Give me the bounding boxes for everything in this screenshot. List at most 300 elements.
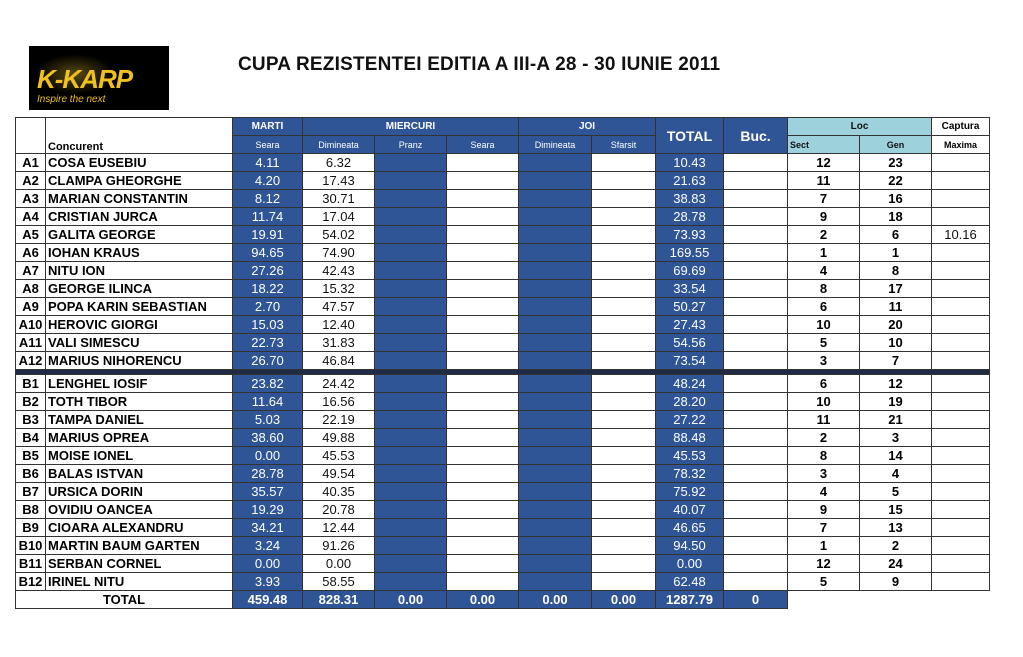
cell-id: A4 bbox=[16, 208, 46, 226]
cell-name: SERBAN CORNEL bbox=[46, 555, 233, 573]
cell-loc-sect: 5 bbox=[788, 573, 860, 591]
cell-marti-seara: 11.74 bbox=[233, 208, 303, 226]
cell-mier-dimineata: 74.90 bbox=[303, 244, 375, 262]
cell-name: MARIUS NIHORENCU bbox=[46, 352, 233, 370]
cell-joi-dimineata bbox=[519, 519, 592, 537]
cell-captura-maxima bbox=[932, 298, 990, 316]
cell-mier-dimineata: 40.35 bbox=[303, 483, 375, 501]
header-mier-pranz: Pranz bbox=[375, 136, 447, 154]
cell-name: GEORGE ILINCA bbox=[46, 280, 233, 298]
cell-name: TAMPA DANIEL bbox=[46, 411, 233, 429]
cell-mier-pranz bbox=[375, 537, 447, 555]
cell-name: URSICA DORIN bbox=[46, 483, 233, 501]
cell-mier-dimineata: 47.57 bbox=[303, 298, 375, 316]
cell-buc bbox=[724, 154, 788, 172]
cell-joi-sfarsit bbox=[592, 573, 656, 591]
cell-joi-dimineata bbox=[519, 411, 592, 429]
cell-captura-maxima bbox=[932, 537, 990, 555]
cell-total: 73.54 bbox=[656, 352, 724, 370]
cell-loc-sect: 10 bbox=[788, 393, 860, 411]
cell-marti-seara: 3.93 bbox=[233, 573, 303, 591]
cell-loc-gen: 16 bbox=[860, 190, 932, 208]
cell-marti-seara: 2.70 bbox=[233, 298, 303, 316]
kkarp-logo bbox=[29, 46, 169, 110]
cell-mier-dimineata: 15.32 bbox=[303, 280, 375, 298]
cell-loc-sect: 5 bbox=[788, 334, 860, 352]
cell-mier-seara bbox=[447, 172, 519, 190]
cell-mier-dimineata: 22.19 bbox=[303, 411, 375, 429]
cell-total: 50.27 bbox=[656, 298, 724, 316]
cell-buc bbox=[724, 352, 788, 370]
header-total: TOTAL bbox=[656, 118, 724, 154]
cell-mier-seara bbox=[447, 501, 519, 519]
cell-mier-dimineata: 17.43 bbox=[303, 172, 375, 190]
cell-loc-gen: 24 bbox=[860, 555, 932, 573]
cell-joi-sfarsit bbox=[592, 519, 656, 537]
header-captura: Captura bbox=[932, 118, 990, 136]
cell-loc-gen: 12 bbox=[860, 375, 932, 393]
header-joi: JOI bbox=[519, 118, 656, 136]
cell-joi-sfarsit bbox=[592, 429, 656, 447]
cell-joi-dimineata bbox=[519, 555, 592, 573]
cell-mier-dimineata: 12.44 bbox=[303, 519, 375, 537]
cell-buc bbox=[724, 334, 788, 352]
cell-mier-seara bbox=[447, 483, 519, 501]
cell-loc-sect: 3 bbox=[788, 465, 860, 483]
header-miercuri: MIERCURI bbox=[303, 118, 519, 136]
cell-mier-dimineata: 91.26 bbox=[303, 537, 375, 555]
cell-total: 0.00 bbox=[656, 555, 724, 573]
cell-joi-dimineata bbox=[519, 375, 592, 393]
cell-joi-sfarsit bbox=[592, 393, 656, 411]
cell-marti-seara: 8.12 bbox=[233, 190, 303, 208]
cell-mier-seara bbox=[447, 334, 519, 352]
cell-mier-seara bbox=[447, 298, 519, 316]
header-marti-seara: Seara bbox=[233, 136, 303, 154]
cell-loc-gen: 21 bbox=[860, 411, 932, 429]
cell-mier-pranz bbox=[375, 172, 447, 190]
cell-buc bbox=[724, 519, 788, 537]
header-mier-dimineata: Dimineata bbox=[303, 136, 375, 154]
cell-joi-sfarsit bbox=[592, 262, 656, 280]
cell-name: CIOARA ALEXANDRU bbox=[46, 519, 233, 537]
cell-total: 169.55 bbox=[656, 244, 724, 262]
cell-marti-seara: 5.03 bbox=[233, 411, 303, 429]
cell-marti-seara: 4.20 bbox=[233, 172, 303, 190]
cell-id: B2 bbox=[16, 393, 46, 411]
table-row bbox=[16, 244, 990, 262]
cell-buc bbox=[724, 190, 788, 208]
cell-buc bbox=[724, 375, 788, 393]
cell-name: MARIAN CONSTANTIN bbox=[46, 190, 233, 208]
table-row bbox=[16, 154, 990, 172]
cell-mier-seara bbox=[447, 352, 519, 370]
cell-mier-dimineata: 54.02 bbox=[303, 226, 375, 244]
cell-mier-seara bbox=[447, 465, 519, 483]
cell-id: A9 bbox=[16, 298, 46, 316]
cell-joi-dimineata bbox=[519, 262, 592, 280]
cell-total: 88.48 bbox=[656, 429, 724, 447]
cell-total: 28.78 bbox=[656, 208, 724, 226]
cell-mier-pranz bbox=[375, 352, 447, 370]
cell-id: B4 bbox=[16, 429, 46, 447]
cell-total: 48.24 bbox=[656, 375, 724, 393]
cell-mier-pranz bbox=[375, 483, 447, 501]
cell-loc-gen: 7 bbox=[860, 352, 932, 370]
cell-loc-sect: 7 bbox=[788, 519, 860, 537]
cell-mier-pranz bbox=[375, 154, 447, 172]
cell-mier-seara bbox=[447, 280, 519, 298]
cell-total: 62.48 bbox=[656, 573, 724, 591]
cell-name: HEROVIC GIORGI bbox=[46, 316, 233, 334]
cell-loc-sect: 8 bbox=[788, 280, 860, 298]
cell-mier-dimineata: 42.43 bbox=[303, 262, 375, 280]
cell-id: B9 bbox=[16, 519, 46, 537]
cell-name: CLAMPA GHEORGHE bbox=[46, 172, 233, 190]
cell-joi-sfarsit bbox=[592, 316, 656, 334]
cell-loc-sect: 1 bbox=[788, 244, 860, 262]
cell-captura-maxima bbox=[932, 316, 990, 334]
cell-total: 69.69 bbox=[656, 262, 724, 280]
cell-mier-seara bbox=[447, 519, 519, 537]
cell-total: 73.93 bbox=[656, 226, 724, 244]
cell-id: B3 bbox=[16, 411, 46, 429]
cell-buc bbox=[724, 501, 788, 519]
cell-joi-sfarsit bbox=[592, 447, 656, 465]
cell-id: A3 bbox=[16, 190, 46, 208]
cell-name: MARTIN BAUM GARTEN bbox=[46, 537, 233, 555]
cell-marti-seara: 22.73 bbox=[233, 334, 303, 352]
cell-mier-dimineata: 16.56 bbox=[303, 393, 375, 411]
cell-mier-dimineata: 24.42 bbox=[303, 375, 375, 393]
cell-joi-dimineata bbox=[519, 334, 592, 352]
cell-marti-seara: 19.29 bbox=[233, 501, 303, 519]
cell-mier-pranz bbox=[375, 429, 447, 447]
cell-loc-sect: 2 bbox=[788, 226, 860, 244]
cell-name: NITU ION bbox=[46, 262, 233, 280]
table-row bbox=[16, 190, 990, 208]
cell-mier-pranz bbox=[375, 208, 447, 226]
cell-loc-sect: 6 bbox=[788, 375, 860, 393]
cell-joi-dimineata bbox=[519, 172, 592, 190]
table-row bbox=[16, 573, 990, 591]
cell-joi-dimineata bbox=[519, 208, 592, 226]
header-sect: Sect bbox=[788, 136, 860, 154]
totals-mier-seara: 0.00 bbox=[447, 591, 519, 609]
cell-marti-seara: 11.64 bbox=[233, 393, 303, 411]
cell-buc bbox=[724, 429, 788, 447]
cell-joi-sfarsit bbox=[592, 501, 656, 519]
cell-marti-seara: 0.00 bbox=[233, 447, 303, 465]
cell-marti-seara: 19.91 bbox=[233, 226, 303, 244]
cell-captura-maxima bbox=[932, 501, 990, 519]
cell-loc-sect: 2 bbox=[788, 429, 860, 447]
cell-name: BALAS ISTVAN bbox=[46, 465, 233, 483]
cell-joi-dimineata bbox=[519, 154, 592, 172]
table-row bbox=[16, 226, 990, 244]
cell-name: CRISTIAN JURCA bbox=[46, 208, 233, 226]
cell-captura-maxima bbox=[932, 244, 990, 262]
cell-loc-sect: 12 bbox=[788, 555, 860, 573]
cell-total: 27.43 bbox=[656, 316, 724, 334]
cell-mier-seara bbox=[447, 555, 519, 573]
cell-loc-sect: 9 bbox=[788, 208, 860, 226]
cell-total: 78.32 bbox=[656, 465, 724, 483]
cell-buc bbox=[724, 298, 788, 316]
cell-loc-sect: 11 bbox=[788, 172, 860, 190]
cell-total: 28.20 bbox=[656, 393, 724, 411]
cell-loc-sect: 6 bbox=[788, 298, 860, 316]
cell-joi-dimineata bbox=[519, 226, 592, 244]
cell-joi-dimineata bbox=[519, 316, 592, 334]
cell-marti-seara: 27.26 bbox=[233, 262, 303, 280]
cell-mier-seara bbox=[447, 537, 519, 555]
cell-mier-seara bbox=[447, 573, 519, 591]
cell-captura-maxima bbox=[932, 172, 990, 190]
table-row bbox=[16, 316, 990, 334]
table-row bbox=[16, 262, 990, 280]
cell-loc-gen: 5 bbox=[860, 483, 932, 501]
cell-marti-seara: 3.24 bbox=[233, 537, 303, 555]
cell-buc bbox=[724, 393, 788, 411]
header-concurent: Concurent bbox=[46, 118, 233, 154]
cell-id: A12 bbox=[16, 352, 46, 370]
cell-mier-seara bbox=[447, 393, 519, 411]
cell-joi-sfarsit bbox=[592, 244, 656, 262]
cell-name: MARIUS OPREA bbox=[46, 429, 233, 447]
cell-loc-sect: 4 bbox=[788, 483, 860, 501]
cell-buc bbox=[724, 208, 788, 226]
cell-mier-pranz bbox=[375, 465, 447, 483]
cell-captura-maxima: 10.16 bbox=[932, 226, 990, 244]
cell-buc bbox=[724, 244, 788, 262]
cell-loc-gen: 17 bbox=[860, 280, 932, 298]
cell-mier-seara bbox=[447, 208, 519, 226]
cell-loc-gen: 11 bbox=[860, 298, 932, 316]
cell-mier-seara bbox=[447, 226, 519, 244]
table-row bbox=[16, 501, 990, 519]
cell-total: 33.54 bbox=[656, 280, 724, 298]
cell-joi-sfarsit bbox=[592, 280, 656, 298]
cell-mier-pranz bbox=[375, 555, 447, 573]
totals-marti: 459.48 bbox=[233, 591, 303, 609]
cell-mier-pranz bbox=[375, 226, 447, 244]
cell-captura-maxima bbox=[932, 555, 990, 573]
totals-joi-sfarsit: 0.00 bbox=[592, 591, 656, 609]
cell-name: TOTH TIBOR bbox=[46, 393, 233, 411]
header-id bbox=[16, 118, 46, 154]
cell-joi-dimineata bbox=[519, 280, 592, 298]
cell-loc-gen: 14 bbox=[860, 447, 932, 465]
cell-loc-gen: 13 bbox=[860, 519, 932, 537]
cell-id: A2 bbox=[16, 172, 46, 190]
cell-marti-seara: 4.11 bbox=[233, 154, 303, 172]
cell-loc-gen: 19 bbox=[860, 393, 932, 411]
cell-mier-pranz bbox=[375, 375, 447, 393]
table-row bbox=[16, 298, 990, 316]
cell-total: 75.92 bbox=[656, 483, 724, 501]
totals-total: 1287.79 bbox=[656, 591, 724, 609]
cell-marti-seara: 35.57 bbox=[233, 483, 303, 501]
cell-mier-seara bbox=[447, 411, 519, 429]
cell-mier-seara bbox=[447, 190, 519, 208]
cell-mier-pranz bbox=[375, 244, 447, 262]
page-title: CUPA REZISTENTEI EDITIA A III-A 28 - 30 IUNIE 2011 bbox=[238, 54, 721, 75]
cell-mier-dimineata: 20.78 bbox=[303, 501, 375, 519]
header-mier-seara: Seara bbox=[447, 136, 519, 154]
cell-marti-seara: 23.82 bbox=[233, 375, 303, 393]
cell-mier-seara bbox=[447, 262, 519, 280]
cell-id: A11 bbox=[16, 334, 46, 352]
cell-id: B12 bbox=[16, 573, 46, 591]
cell-buc bbox=[724, 262, 788, 280]
cell-buc bbox=[724, 537, 788, 555]
cell-joi-sfarsit bbox=[592, 411, 656, 429]
cell-captura-maxima bbox=[932, 208, 990, 226]
table-row bbox=[16, 519, 990, 537]
cell-joi-sfarsit bbox=[592, 352, 656, 370]
results-table bbox=[15, 117, 990, 609]
cell-mier-dimineata: 58.55 bbox=[303, 573, 375, 591]
cell-loc-sect: 11 bbox=[788, 411, 860, 429]
cell-loc-gen: 4 bbox=[860, 465, 932, 483]
cell-joi-sfarsit bbox=[592, 465, 656, 483]
cell-loc-gen: 8 bbox=[860, 262, 932, 280]
header-joi-dimineata: Dimineata bbox=[519, 136, 592, 154]
cell-joi-dimineata bbox=[519, 393, 592, 411]
cell-mier-pranz bbox=[375, 262, 447, 280]
cell-mier-dimineata: 46.84 bbox=[303, 352, 375, 370]
cell-joi-dimineata bbox=[519, 465, 592, 483]
table-row bbox=[16, 334, 990, 352]
cell-buc bbox=[724, 316, 788, 334]
cell-mier-pranz bbox=[375, 190, 447, 208]
cell-id: A6 bbox=[16, 244, 46, 262]
cell-loc-sect: 10 bbox=[788, 316, 860, 334]
cell-total: 10.43 bbox=[656, 154, 724, 172]
table-row bbox=[16, 537, 990, 555]
cell-marti-seara: 15.03 bbox=[233, 316, 303, 334]
cell-marti-seara: 18.22 bbox=[233, 280, 303, 298]
cell-mier-dimineata: 0.00 bbox=[303, 555, 375, 573]
table-row bbox=[16, 352, 990, 370]
table-row bbox=[16, 172, 990, 190]
cell-mier-pranz bbox=[375, 447, 447, 465]
cell-marti-seara: 94.65 bbox=[233, 244, 303, 262]
table-row bbox=[16, 280, 990, 298]
cell-mier-dimineata: 12.40 bbox=[303, 316, 375, 334]
cell-id: B8 bbox=[16, 501, 46, 519]
cell-name: IRINEL NITU bbox=[46, 573, 233, 591]
cell-loc-sect: 4 bbox=[788, 262, 860, 280]
cell-name: OVIDIU OANCEA bbox=[46, 501, 233, 519]
cell-mier-dimineata: 45.53 bbox=[303, 447, 375, 465]
cell-mier-pranz bbox=[375, 280, 447, 298]
cell-total: 27.22 bbox=[656, 411, 724, 429]
table-row bbox=[16, 393, 990, 411]
cell-loc-gen: 18 bbox=[860, 208, 932, 226]
cell-mier-seara bbox=[447, 154, 519, 172]
cell-joi-sfarsit bbox=[592, 190, 656, 208]
cell-loc-gen: 20 bbox=[860, 316, 932, 334]
cell-id: B11 bbox=[16, 555, 46, 573]
cell-mier-pranz bbox=[375, 334, 447, 352]
cell-total: 21.63 bbox=[656, 172, 724, 190]
cell-total: 54.56 bbox=[656, 334, 724, 352]
cell-id: A1 bbox=[16, 154, 46, 172]
cell-name: LENGHEL IOSIF bbox=[46, 375, 233, 393]
cell-captura-maxima bbox=[932, 411, 990, 429]
cell-mier-dimineata: 49.88 bbox=[303, 429, 375, 447]
cell-loc-gen: 3 bbox=[860, 429, 932, 447]
cell-joi-dimineata bbox=[519, 483, 592, 501]
cell-id: B10 bbox=[16, 537, 46, 555]
header-loc: Loc bbox=[788, 118, 932, 136]
cell-joi-sfarsit bbox=[592, 334, 656, 352]
cell-id: A8 bbox=[16, 280, 46, 298]
cell-mier-dimineata: 6.32 bbox=[303, 154, 375, 172]
cell-mier-pranz bbox=[375, 411, 447, 429]
table-row bbox=[16, 411, 990, 429]
cell-buc bbox=[724, 465, 788, 483]
cell-loc-gen: 22 bbox=[860, 172, 932, 190]
cell-loc-sect: 9 bbox=[788, 501, 860, 519]
totals-row bbox=[16, 591, 990, 609]
cell-buc bbox=[724, 555, 788, 573]
cell-captura-maxima bbox=[932, 393, 990, 411]
cell-joi-sfarsit bbox=[592, 537, 656, 555]
cell-captura-maxima bbox=[932, 375, 990, 393]
cell-total: 46.65 bbox=[656, 519, 724, 537]
table-row bbox=[16, 555, 990, 573]
cell-id: B5 bbox=[16, 447, 46, 465]
cell-joi-sfarsit bbox=[592, 208, 656, 226]
cell-captura-maxima bbox=[932, 483, 990, 501]
cell-marti-seara: 26.70 bbox=[233, 352, 303, 370]
cell-total: 94.50 bbox=[656, 537, 724, 555]
cell-total: 45.53 bbox=[656, 447, 724, 465]
cell-total: 38.83 bbox=[656, 190, 724, 208]
cell-buc bbox=[724, 411, 788, 429]
totals-buc: 0 bbox=[724, 591, 788, 609]
totals-label: TOTAL bbox=[16, 591, 233, 609]
header-buc: Buc. bbox=[724, 118, 788, 154]
cell-id: A5 bbox=[16, 226, 46, 244]
cell-buc bbox=[724, 280, 788, 298]
cell-id: A10 bbox=[16, 316, 46, 334]
cell-id: B1 bbox=[16, 375, 46, 393]
cell-joi-dimineata bbox=[519, 352, 592, 370]
cell-joi-sfarsit bbox=[592, 154, 656, 172]
cell-mier-pranz bbox=[375, 298, 447, 316]
cell-loc-gen: 9 bbox=[860, 573, 932, 591]
cell-mier-dimineata: 17.04 bbox=[303, 208, 375, 226]
table-row bbox=[16, 447, 990, 465]
cell-captura-maxima bbox=[932, 262, 990, 280]
cell-captura-maxima bbox=[932, 573, 990, 591]
cell-id: A7 bbox=[16, 262, 46, 280]
cell-loc-gen: 2 bbox=[860, 537, 932, 555]
cell-mier-dimineata: 30.71 bbox=[303, 190, 375, 208]
cell-captura-maxima bbox=[932, 334, 990, 352]
cell-loc-sect: 1 bbox=[788, 537, 860, 555]
cell-mier-seara bbox=[447, 447, 519, 465]
cell-id: B6 bbox=[16, 465, 46, 483]
cell-loc-gen: 1 bbox=[860, 244, 932, 262]
cell-captura-maxima bbox=[932, 280, 990, 298]
cell-loc-sect: 12 bbox=[788, 154, 860, 172]
cell-captura-maxima bbox=[932, 465, 990, 483]
